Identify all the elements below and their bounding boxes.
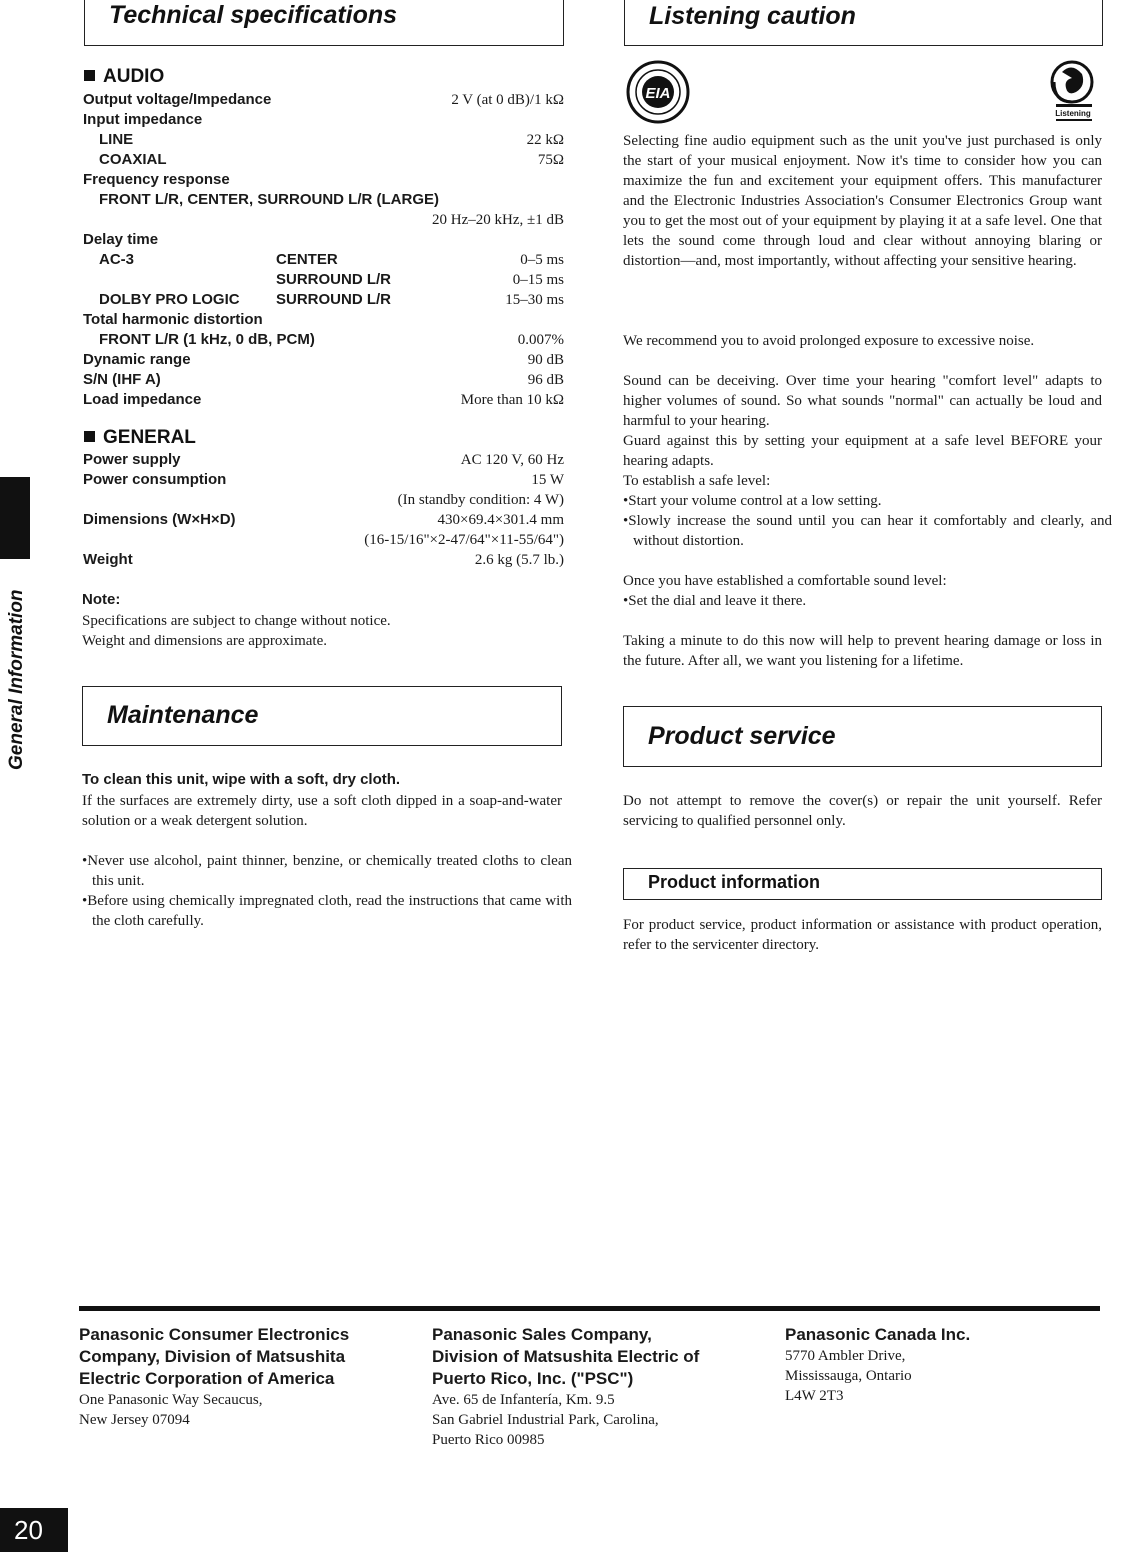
listening-logo-icon xyxy=(1040,58,1102,126)
spec-row xyxy=(83,370,564,390)
spec-label: COAXIAL xyxy=(99,151,167,168)
side-label: General Information xyxy=(6,589,27,770)
listening-bullet-3: •Set the dial and leave it there. xyxy=(623,593,807,609)
spec-label: Delay time xyxy=(83,231,159,248)
spec-label: Total harmonic distortion xyxy=(83,311,263,328)
spec-value: (16-15/16"×2-47/64"×11-55/64") xyxy=(364,532,564,548)
spec-value: 0–15 ms xyxy=(512,272,564,288)
spec-row xyxy=(83,550,564,570)
maintenance-bullet-2: •Before using chemically impregnated cloth, read the instructions that came with the cloth carefully. xyxy=(82,893,572,929)
spec-value: 75Ω xyxy=(537,152,564,168)
spec-row xyxy=(83,110,564,130)
spec-label: S/N (IHF A) xyxy=(83,371,161,388)
svg-text:Listening: Listening xyxy=(1055,109,1091,118)
spec-label: FRONT L/R, CENTER, SURROUND L/R (LARGE) xyxy=(99,191,439,208)
note-heading: Note: xyxy=(82,591,121,608)
spec-row xyxy=(83,170,564,190)
spec-label: Load impedance xyxy=(83,391,202,408)
footer-address-puerto-rico: Panasonic Sales Company, Division of Matsushita Electric of Puerto Rico, Inc. ("PSC") Ave. 65 de Infantería, Km. 9.5 San Gabriel Industrial Park, Carolina, Puerto Rico 00985 xyxy=(432,1325,700,1448)
spec-value: 15 W xyxy=(531,472,564,488)
spec-value: (In standby condition: 4 W) xyxy=(397,492,564,508)
listening-bullet-1: •Start your volume control at a low setting. xyxy=(623,493,882,509)
spec-row xyxy=(83,450,564,470)
spec-label: Weight xyxy=(83,551,133,568)
spec-value: More than 10 kΩ xyxy=(460,392,564,408)
spec-row xyxy=(83,330,564,350)
spec-value: 2 V (at 0 dB)/1 kΩ xyxy=(451,92,564,108)
maintenance-title: Maintenance xyxy=(82,686,562,746)
listening-paragraph-7: Taking a minute to do this now will help to prevent hearing damage or loss in the future. After all, we want you listening for a lifetime. xyxy=(623,633,1102,669)
spec-label: Frequency response xyxy=(83,171,230,188)
spec-row xyxy=(83,270,564,290)
spec-label: Input impedance xyxy=(83,111,203,128)
spec-value: 0–5 ms xyxy=(520,252,564,268)
audio-heading: AUDIO xyxy=(84,66,164,88)
spec-row xyxy=(83,250,564,270)
spec-row xyxy=(83,210,564,230)
spec-row xyxy=(83,90,564,110)
listening-paragraph-6: Once you have established a comfortable sound level: xyxy=(623,573,947,589)
spec-row xyxy=(83,150,564,170)
spec-row xyxy=(83,490,564,510)
listening-paragraph-2: We recommend you to avoid prolonged exposure to excessive noise. xyxy=(623,333,1035,349)
svg-text:EIA: EIA xyxy=(645,85,671,102)
spec-value: AC 120 V, 60 Hz xyxy=(460,452,564,468)
spec-label: DOLBY PRO LOGIC xyxy=(99,291,240,308)
spec-row xyxy=(83,190,564,210)
spec-label: FRONT L/R (1 kHz, 0 dB, PCM) xyxy=(99,331,315,348)
spec-value: 20 Hz–20 kHz, ±1 dB xyxy=(432,212,564,228)
spec-row xyxy=(83,310,564,330)
note-line-1: Specifications are subject to change without notice. xyxy=(82,613,391,629)
listening-paragraph-5: To establish a safe level: xyxy=(623,473,771,489)
spec-row xyxy=(83,130,564,150)
listening-paragraph-1: Selecting fine audio equipment such as the unit you've just purchased is only the start of your musical enjoyment. Now it's time to consider how you can maximize the fun and excitement your equipment offers. This manufacturer and the Electronic Industries Association's Consumer Electronics Group want you to get the most out of your equipment by playing it at a safe level. One that lets the sound come through loud and clear without annoying blaring or distortion—and, most importantly, without affecting your sensitive hearing. xyxy=(623,133,1102,269)
spec-row xyxy=(83,350,564,370)
maintenance-paragraph: If the surfaces are extremely dirty, use a soft cloth dipped in a soap-and-water solution or a weak detergent solution. xyxy=(82,793,562,829)
listening-caution-title: Listening caution xyxy=(624,0,1103,46)
listening-paragraph-4: Guard against this by setting your equipment at a safe level BEFORE your hearing adapts. xyxy=(623,433,1102,469)
spec-sublabel: CENTER xyxy=(276,251,338,268)
spec-label: LINE xyxy=(99,131,134,148)
page-number: 20 xyxy=(0,1508,68,1552)
product-service-title: Product service xyxy=(623,706,1102,767)
spec-value: 0.007% xyxy=(517,332,564,348)
spec-value: 96 dB xyxy=(527,372,564,388)
spec-row xyxy=(83,230,564,250)
product-information-text: For product service, product information or assistance with product operation, refer to the servicenter directory. xyxy=(623,917,1102,953)
footer-divider xyxy=(79,1306,1100,1311)
spec-row xyxy=(83,290,564,310)
footer-address-usa: Panasonic Consumer Electronics Company, Division of Matsushita Electric Corporation of America One Panasonic Way Secaucus, New Jersey 07094 xyxy=(79,1325,350,1428)
product-information-title: Product information xyxy=(623,868,1102,900)
maintenance-instruction: To clean this unit, wipe with a soft, dry cloth. xyxy=(82,771,401,788)
spec-value: 430×69.4×301.4 mm xyxy=(437,512,564,528)
spec-label: Dynamic range xyxy=(83,351,191,368)
section-tab-marker xyxy=(0,477,30,559)
note-line-2: Weight and dimensions are approximate. xyxy=(82,633,327,649)
maintenance-bullet-1: •Never use alcohol, paint thinner, benzine, or chemically treated cloths to clean this unit. xyxy=(82,853,572,889)
spec-value: 15–30 ms xyxy=(505,292,564,308)
spec-row xyxy=(83,390,564,410)
spec-label: AC-3 xyxy=(99,251,135,268)
product-service-text: Do not attempt to remove the cover(s) or repair the unit yourself. Refer servicing to qualified personnel only. xyxy=(623,793,1102,829)
technical-specifications-title: Technical specifications xyxy=(84,0,564,46)
general-heading: GENERAL xyxy=(84,427,196,449)
spec-sublabel: SURROUND L/R xyxy=(276,271,391,288)
spec-sublabel: SURROUND L/R xyxy=(276,291,391,308)
spec-row xyxy=(83,510,564,530)
square-bullet-icon xyxy=(84,431,95,442)
spec-label: Dimensions (W×H×D) xyxy=(83,511,236,528)
footer-address-canada: Panasonic Canada Inc. 5770 Ambler Drive, Mississauga, Ontario L4W 2T3 xyxy=(785,1325,971,1404)
listening-paragraph-3: Sound can be deceiving. Over time your hearing "comfort level" adapts to higher volumes of sound. So what sounds "normal" can actually be loud and harmful to your hearing. xyxy=(623,373,1102,429)
listening-bullet-2: •Slowly increase the sound until you can hear it comfortably and clearly, and without distortion. xyxy=(623,513,1112,549)
spec-label: Output voltage/Impedance xyxy=(83,91,272,108)
square-bullet-icon xyxy=(84,70,95,81)
spec-value: 2.6 kg (5.7 lb.) xyxy=(474,552,564,568)
spec-label: Power supply xyxy=(83,451,181,468)
spec-value: 90 dB xyxy=(527,352,564,368)
spec-row xyxy=(83,530,564,550)
eia-logo-icon xyxy=(622,60,694,124)
spec-row xyxy=(83,470,564,490)
spec-label: Power consumption xyxy=(83,471,227,488)
spec-value: 22 kΩ xyxy=(526,132,564,148)
